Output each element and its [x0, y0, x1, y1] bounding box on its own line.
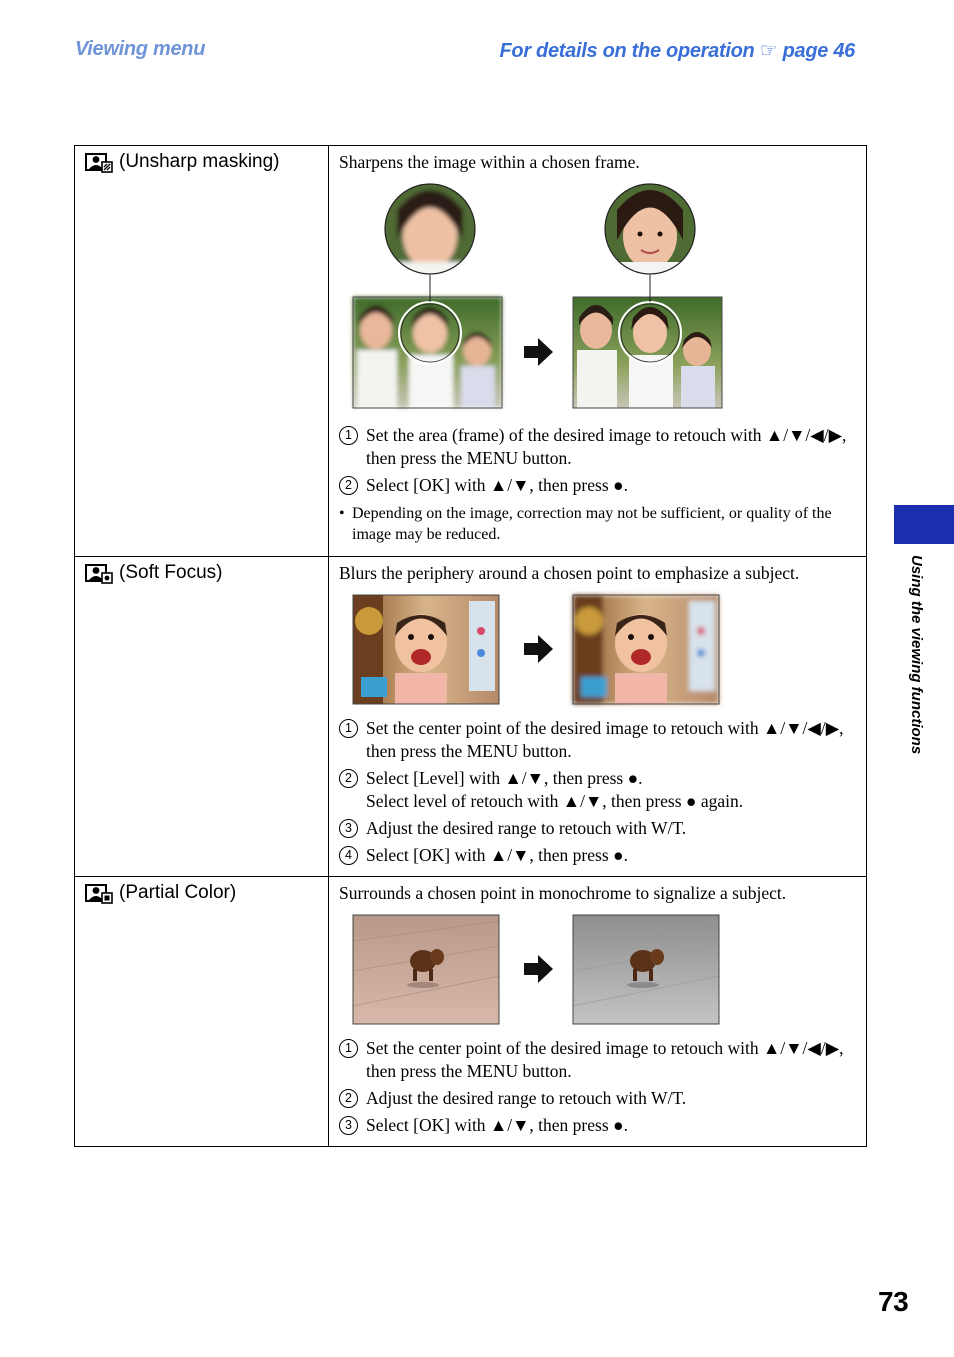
pointing-hand-icon: ☞: [759, 40, 778, 62]
example-images: [339, 591, 859, 711]
option-name: (Soft Focus): [119, 562, 223, 583]
step-text: Select [OK] with ▲/▼, then press ●.: [366, 1115, 628, 1135]
soft-focus-icon: [85, 562, 113, 584]
option-label-cell: [75, 146, 329, 557]
step-text: Select [OK] with ▲/▼, then press ●.: [366, 845, 628, 865]
before-photo: [353, 915, 499, 1024]
note-text: Depending on the image, correction may not be sufficient, or quality of the image may be reduced.: [352, 505, 832, 543]
step-text: Select [Level] with ▲/▼, then press ●.: [366, 768, 643, 788]
option-content-cell: [329, 877, 867, 1147]
step-text: Select [OK] with ▲/▼, then press ●.: [366, 475, 628, 495]
option-description: Blurs the periphery around a chosen point to emphasize a subject.: [339, 563, 800, 583]
after-photo: [573, 915, 719, 1024]
arrow-right-icon: [524, 635, 553, 663]
note: [339, 503, 856, 551]
details-reference: [499, 38, 855, 63]
list-item: [339, 424, 856, 470]
table-row: [75, 557, 867, 877]
option-description: Sharpens the image within a chosen frame.: [339, 152, 640, 172]
after-photo: [573, 595, 719, 704]
option-description: Surrounds a chosen point in monochrome to signalize a subject.: [339, 883, 787, 903]
partial-color-example-figure: [339, 911, 859, 1031]
details-prefix: For details on the operation: [499, 40, 755, 62]
step-text: Set the center point of the desired image to retouch with ▲/▼/◀/▶, then press the MENU button.: [366, 718, 844, 761]
arrow-right-icon: [524, 955, 553, 983]
section-title: Viewing menu: [75, 38, 206, 60]
list-item: [339, 767, 856, 813]
list-item: [339, 844, 856, 867]
unsharp-masking-icon: [85, 151, 113, 173]
list-item: [339, 1037, 856, 1083]
table-row: [75, 146, 867, 557]
before-photo: [353, 595, 499, 704]
chapter-tab-marker: [894, 505, 954, 544]
step-text-group: [366, 767, 856, 813]
step-subtext: Select level of retouch with ▲/▼, then press ● again.: [366, 791, 744, 811]
list-item: [339, 717, 856, 763]
page-number: 73: [878, 1286, 909, 1317]
step-number: 2: [339, 769, 358, 788]
list-item: [339, 1114, 856, 1137]
step-text: Set the area (frame) of the desired image to retouch with ▲/▼/◀/▶, then press the MENU button.: [366, 425, 847, 468]
option-content-cell: [329, 146, 867, 557]
step-number: 2: [339, 1089, 358, 1108]
steps-list: [339, 1037, 856, 1137]
option-name: (Partial Color): [119, 882, 237, 903]
soft-focus-example-figure: [339, 591, 859, 711]
list-item: [339, 817, 856, 840]
after-photo: [573, 297, 722, 408]
step-number: 1: [339, 719, 358, 738]
steps-list: [339, 717, 856, 867]
bullet-icon: •: [339, 505, 345, 522]
step-number: 3: [339, 1116, 358, 1135]
steps-list: [339, 424, 856, 497]
step-text: Set the center point of the desired image to retouch with ▲/▼/◀/▶, then press the MENU button.: [366, 1038, 844, 1081]
arrow-right-icon: [524, 338, 553, 366]
step-number: 2: [339, 476, 358, 495]
partial-color-icon: [85, 882, 113, 904]
step-number: 3: [339, 819, 358, 838]
chapter-tab-label: Using the viewing functions: [908, 555, 925, 755]
list-item: [339, 1087, 856, 1110]
option-content-cell: [329, 557, 867, 877]
example-images: [339, 180, 859, 418]
step-text: Adjust the desired range to retouch with W/T.: [366, 818, 687, 838]
unsharp-example-figure: [339, 180, 859, 418]
retouch-options-table: [74, 145, 867, 1147]
before-photo: [353, 297, 502, 408]
step-text: Adjust the desired range to retouch with W/T.: [366, 1088, 687, 1108]
step-number: 1: [339, 1039, 358, 1058]
list-item: [339, 474, 856, 497]
option-name: (Unsharp masking): [119, 151, 280, 172]
table-row: [75, 877, 867, 1147]
details-page[interactable]: page 46: [782, 40, 855, 62]
option-label-cell: [75, 877, 329, 1147]
step-number: 1: [339, 426, 358, 445]
option-label-cell: [75, 557, 329, 877]
step-number: 4: [339, 846, 358, 865]
example-images: [339, 911, 859, 1031]
